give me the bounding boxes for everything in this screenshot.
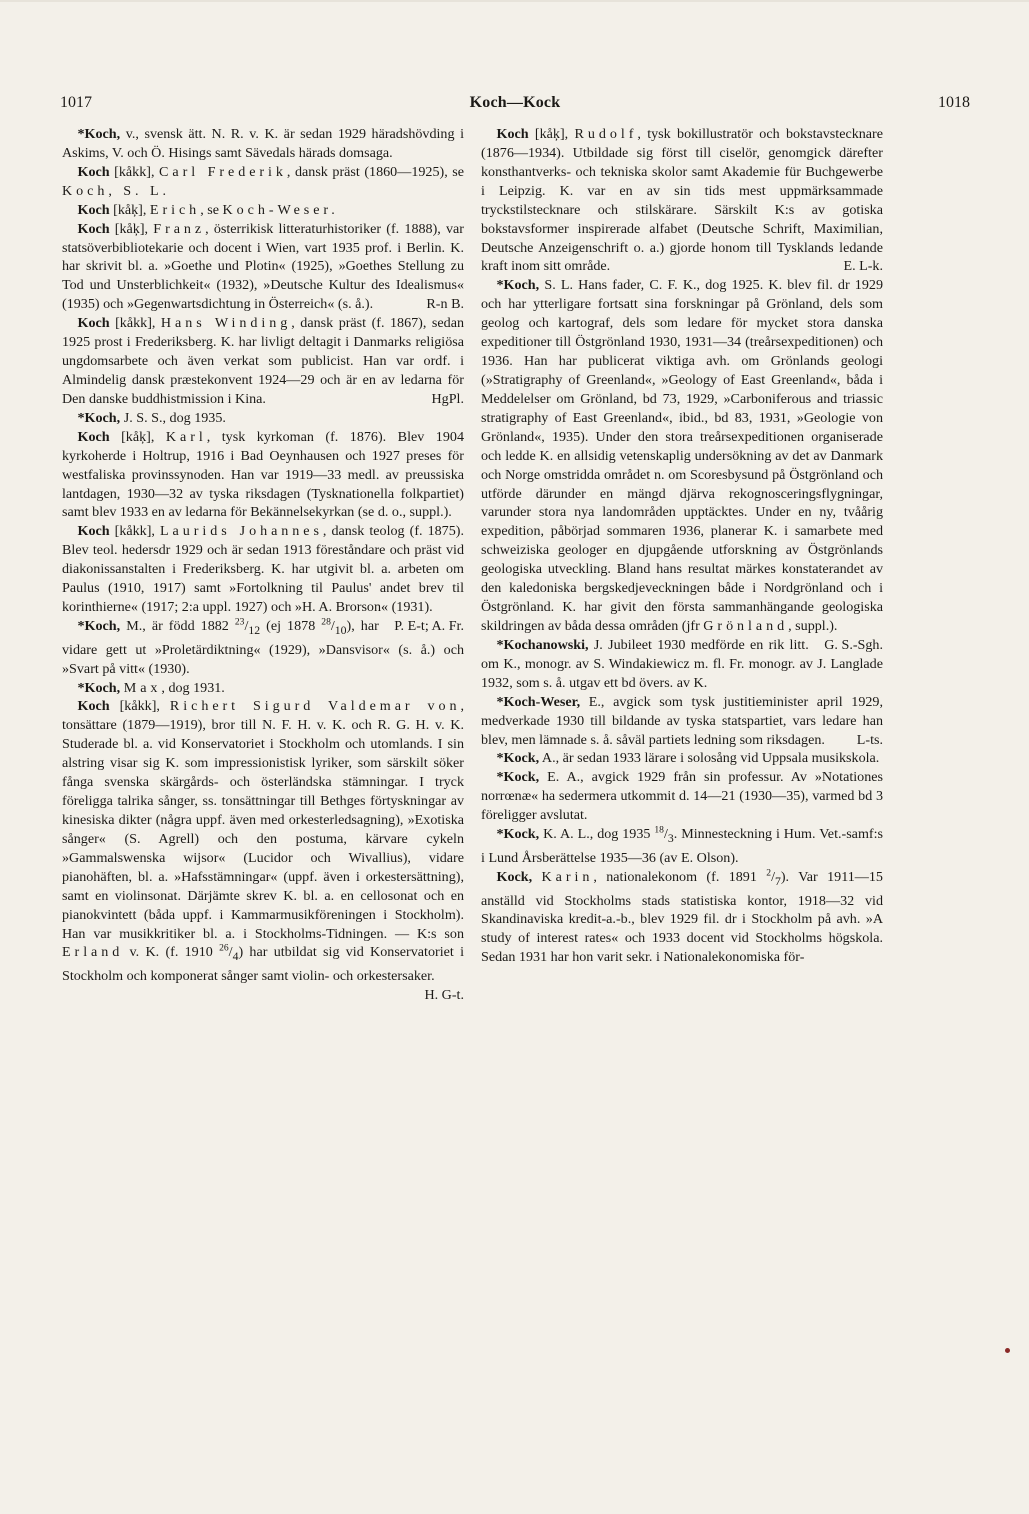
headword: Koch (77, 315, 110, 332)
headword: *Kock, (496, 750, 540, 767)
entry-koch-laurids-johannes: Koch [kåkk], Laurids Johannes, dansk teolog (f. 1875). Blev teol. hedersdr 1929 och är sedan 1913 föreståndare och präst vid diakonissanstalten i Frederiksberg. K. har utgivit bl. a. arbeten om Paulus (1910, 1917) samt »Fortolkning til Paulus' andet brev til korinthierne« (1917; 2:a uppl. 1927) och »H. A. Brorson« (1931). P. E-t; A. Fr. (62, 523, 464, 634)
running-title: Koch—Kock (469, 94, 561, 111)
cross-reference: Koch-Weser. (222, 201, 339, 218)
headword: *Koch, (77, 679, 121, 696)
headword: *Koch, (77, 409, 121, 426)
entry-koch-s-l: *Koch, S. L. Hans fader, C. F. K., dog 1925. K. blev fil. dr 1929 och har ytterligare fortsatt sina forskningar på Grönland, dels som geolog och kartograf, dels som ledare för mycket stora danska expeditioner till Östgrönland 1930, 1931—34 (treårsexpeditionen) och 1936. Han har publicerat viktiga avh. om Grönlands geologi (»Stratigraphy of Greenland«, »Geology of East Greenland«, båda i Meddelelser om Grönland, bd 73, 1929, »Carboniferous and triassic stratigraphy of East Greenland«, ibid., bd 83, 1931, »Geologie von Grönland«, 1935). Under den stora treårsexpeditionen organiserade och ledde K. en allsidig vetenskaplig undersökning av det av Danmark och Norge omstridda området n. om Scoresbysund på Östgrönland och utförde därunder en mängd djärva rekognosceringsflygningar, varunder stora nya landområden upptäcktes. Under en ny, tvåårig expedition, påbörjad sommaren 1936, planerar K. i samarbete med schweiziska geologer en djupgående utforskning av Östgrönlands geologiska utveckling. Bland hans resultat märkes konstaterandet av den kaledoniska bergskedjeveckningen både i Nordgrönland och i Östgrönland. K. har givit den första sammanhängande geologiska skildringen av båda dessa områden (jfr Grönland, suppl.). G. S.-Sgh. (481, 277, 883, 653)
entry-koch-rudolf: Koch [kåķ], Rudolf, tysk bokillustratör och bokstavstecknare (1876—1934). Utbildade sig först till ciselör, genomgick därefter konsthantverks- och tekniska skolor samt Akademie für Buchgewerbe i Leipzig. K. var en av sin tids mest uppmärksammade tryckstilstecknare och stilskärare. Särskilt K:s av gotiska bokstavsformer inspirerade alfabet (Deutsche Schrift, Maximilian, Deutsche Anzeigenschrift o. a.) gjorde honom till Tysklands ledande kraft inom sitt område. E. L-k. (481, 126, 883, 275)
right-column (481, 125, 883, 967)
page-number-left: 1017 (60, 94, 92, 111)
headword: Koch (77, 523, 110, 540)
margin-dot-mark (1005, 1348, 1010, 1353)
headword: *Koch, (496, 277, 540, 294)
entry-kock-a: *Kock, A., är sedan 1933 lärare i solosång vid Uppsala musikskola. (496, 750, 880, 767)
entry-koch-ätt: *Koch, v., svensk ätt. N. R. v. K. är sedan 1929 häradshövding i Askims, V. och Ö. Hisings samt Sävedals härads domsaga. (62, 126, 464, 161)
headword: Koch (77, 163, 110, 180)
author-signature: E. L-k. (843, 258, 883, 275)
cross-reference: Koch, S. L. (62, 182, 171, 199)
entry-koch-weser: *Koch-Weser, E., avgick som tysk justitieminister april 1929, medverkade 1930 till bildande av tyska statspartiet, vars ledare han blev, men lämnade s. å. såväl partiets ledning som riksdagen. L-ts. (481, 693, 883, 748)
entry-koch-j-s-s: *Koch, J. S. S., dog 1935. (77, 409, 226, 426)
headword: Koch (77, 201, 110, 218)
entry-koch-max: *Koch, Max, dog 1931. (77, 679, 225, 696)
headword: Koch (496, 126, 529, 142)
page-number-right: 1018 (937, 94, 970, 111)
entry-kock-k-a-l: *Kock, K. A. L., dog 1935 $^{18}/_3$. Minnesteckning i Hum. Vet.-samf:s i Lund Årsberättelse 1935—36 (av E. Olson). (481, 824, 883, 866)
author-signature: H. G-t. (424, 987, 464, 1004)
headword: *Kochanowski, (496, 636, 589, 653)
entry-koch-carl-frederik: Koch [kåkk], Carl Frederik, dansk präst (1860—1925), se Koch, S. L. (62, 163, 465, 199)
headword: *Koch, (77, 126, 121, 142)
cross-reference: Grönland (703, 617, 789, 634)
entry-kock-karin: Kock, Karin, nationalekonom (f. 1891 $^2/_7$). Var 1911—15 anställd vid Stockholms stads statistiska kontor, 1918—32 vid Skandinaviska kredit-a.-b., blev 1929 fil. dr i Stockholm på avh. »A study of interest rates« och 1933 docent vid Stockholms högskola. Sedan 1931 har hon varit sekr. i Nationalekonomiska för- (481, 867, 883, 966)
left-column (62, 125, 464, 1005)
page-header (60, 94, 970, 118)
entry-koch-m: *Koch, M., är född 1882 $^{23}/_{12}$ (ej 1878 $^{28}/_{10}$), har vidare gett ut »Proletärdiktning« (1929), »Dansvisor« (s. å.) och »Svart på vitt« (1930). (62, 616, 464, 677)
headword: *Koch-Weser, (496, 693, 581, 710)
entry-koch-franz: Koch [kåķ], Franz, österrikisk litteraturhistoriker (f. 1888), var statsöverbibliotekarie och docent i Wien, vart 1935 prof. i Berlin. K. har skrivit bl. a. »Goethe und Plotin« (1925), »Goethes Stellung zu Tod und Unsterblichkeit« (1932), »Deutsche Kultur des Idealismus« (1935) och »Gegenwartsdichtung in Österreich« (s. å.). R-n B. (62, 220, 464, 313)
author-signature: HgPl. (431, 390, 464, 407)
headword: *Koch, (77, 617, 121, 634)
entry-koch-richert-sigurd-valdemar: Koch [kåkk], Richert Sigurd Valdemar von, tonsättare (1879—1919), bror till N. F. H. v. K. och R. G. H. v. K. Studerade bl. a. vid Konservatoriet i Stockholm och utomlands. I sin alstring visar sig K. som impressionistisk lyriker, som särskilt söker fånga svenska skärgårds- och österländska stämningar. I tryck föreligga talrika sånger, ss. tonsättningar till Bethges förtyskningar av kinesiska dikter (några uppf. även med orkesterledsagning), »Exotiska sånger« (S. Agrell) och den postuma, kärvare cykeln »Gammalswenska wijsor« (Lucidor och Wivallius), vidare pianohäften, bl. a. »Hafsstämningar« (uppf. även i orkestersättning), samt en violinsonat. Därjämte skrev K. bl. a. en cellosonat och en pianokvintett (båda uppf. i Kammarmusikföreningen i Stockholm). Han var musikkritiker bl. a. i Stockholms-Tidningen. — K:s son Erland v. K. (f. 1910 $^{26}/_4$) har utbildat sig vid Konservatoriet i Stockholm och komponerat sånger samt violin- och orkestersaker. H. G-t. (62, 698, 465, 1004)
headword: *Kock, (496, 826, 540, 843)
entry-koch-hans-winding: Koch [kåkk], Hans Winding, dansk präst (f. 1867), sedan 1925 prost i Frederiksberg. K. har livligt deltagit i Danmarks religiösa ungdomsarbete och även verkat som publicist. Han var ordf. i Almindelig dansk præstekonvent 1924—29 och är en av ledarna för Den danske buddhistmission i Kina. HgPl. (62, 315, 464, 407)
author-signature: G. S.-Sgh. (824, 636, 883, 653)
author-signature: L-ts. (856, 731, 883, 748)
entry-kock-e-a: *Kock, E. A., avgick 1929 från sin professur. Av »Notationes norrœnæ« ha sedermera utkommit d. 14—21 (1930—35), varmed bd 3 föreligger avslutat. (481, 769, 883, 824)
headword: Koch (77, 220, 110, 237)
author-signature: P. E-t; A. Fr. (394, 617, 464, 634)
page-edge (0, 0, 1029, 2)
headword: Koch (77, 428, 110, 445)
entry-kochanowski: *Kochanowski, J. Jubileet 1930 medförde en rik litt. om K., monogr. av S. Windakiewicz m. fl. Fr. monogr. av J. Langlade 1932, som s. å. utgav ett bd övers. av K. (481, 636, 883, 691)
entry-koch-erich: Koch [kåķ], Erich, se Koch-Weser. (77, 201, 339, 218)
entry-koch-karl: Koch [kåķ], Karl, tysk kyrkoman (f. 1876). Blev 1904 kyrkoherde i Holtrup, 1916 i Bad Oeynhausen och 1927 preses för westfaliska provinssynoden. Han var 1919—33 medl. av preussiska lantdagen, 1930—32 av tyska riksdagen (Tysknationella folkpartiet) samt blev 1933 en av ledarna för Bekännelsekyrkan (se d. o., suppl.). (62, 428, 464, 521)
headword: Koch (77, 698, 110, 715)
author-signature: R-n B. (426, 296, 464, 313)
headword: Kock, (496, 868, 533, 885)
headword: *Kock, (496, 769, 540, 786)
